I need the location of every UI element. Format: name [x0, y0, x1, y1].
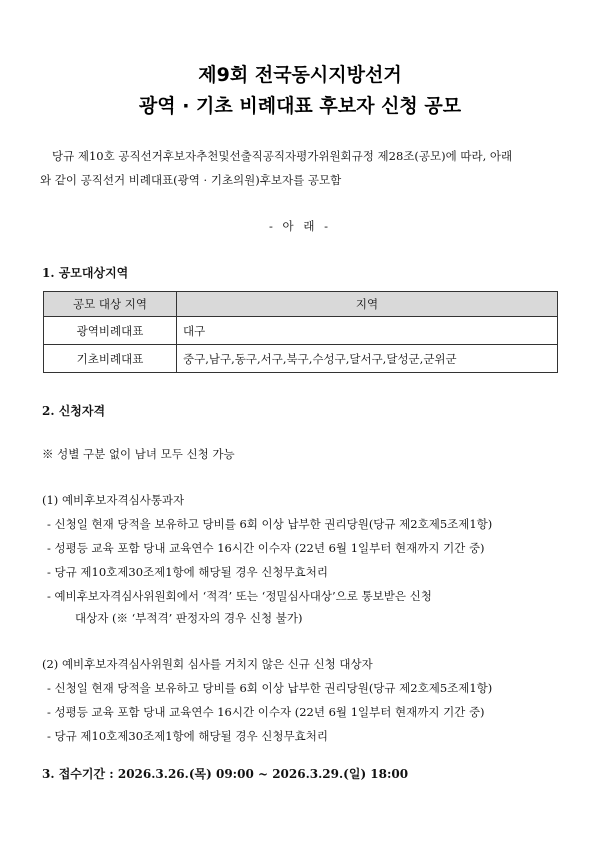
section-2-heading: 2. 신청자격: [42, 404, 106, 418]
intro-paragraph: [40, 144, 560, 192]
list-item-continuation: 대상자 (※ ‘부적격’ 판정자의 경우 신청 불가): [75, 611, 303, 625]
list-item: - 당규 제10호제30조제1항에 해당될 경우 신청무효처리: [47, 565, 328, 579]
intro-line-2: 와 같이 공직선거 비례대표(광역 · 기초의원)후보자를 공모함: [40, 173, 342, 187]
subsection-2-title: (2) 예비후보자격심사위원회 심사를 거치지 않은 신규 신청 대상자: [42, 657, 373, 671]
table-header-region: 지역: [177, 292, 558, 317]
list-item: - 성평등 교육 포함 당내 교육연수 16시간 이수자 (22년 6월 1일부터 현재까지 기간 중): [47, 541, 485, 555]
table-header-row: [44, 292, 558, 317]
section-3-heading: 3. 접수기간 : 2026.3.26.(목) 09:00 ~ 2026.3.29.(일) 18:00: [42, 767, 409, 781]
title-line-2: 광역 · 기초 비례대표 후보자 신청 공모: [138, 95, 462, 117]
region-table: [43, 291, 558, 373]
table-cell-region: 대구: [177, 317, 558, 345]
table-cell-type: 광역비례대표: [44, 317, 177, 345]
intro-line-1: 당규 제10호 공직선거후보자추천및선출직공직자평가위원회규정 제28조(공모)에 따라, 아래: [52, 149, 513, 163]
list-item: - 신청일 현재 당적을 보유하고 당비를 6회 이상 납부한 권리당원(당규 제2호제5조제1항): [47, 681, 493, 695]
section-1-heading: 1. 공모대상지역: [42, 266, 129, 280]
list-item: - 신청일 현재 당적을 보유하고 당비를 6회 이상 납부한 권리당원(당규 제2호제5조제1항): [47, 517, 493, 531]
table-header-type: 공모 대상 지역: [44, 292, 177, 317]
section-marker: - 아 래 -: [269, 219, 331, 233]
table-row: [44, 317, 558, 345]
list-item: - 당규 제10호제30조제1항에 해당될 경우 신청무효처리: [47, 729, 328, 743]
eligibility-note: ※ 성별 구분 없이 남녀 모두 신청 가능: [42, 447, 235, 461]
title-line-1: 제9회 전국동시지방선거: [198, 64, 402, 86]
list-item: - 예비후보자격심사위원회에서 ‘적격’ 또는 ‘정밀심사대상’으로 통보받은 신청: [47, 589, 432, 603]
subsection-1-title: (1) 예비후보자격심사통과자: [42, 493, 185, 507]
table-cell-region: 중구,남구,동구,서구,북구,수성구,달서구,달성군,군위군: [177, 345, 558, 373]
table-row: [44, 345, 558, 373]
table-cell-type: 기초비례대표: [44, 345, 177, 373]
list-item: - 성평등 교육 포함 당내 교육연수 16시간 이수자 (22년 6월 1일부터 현재까지 기간 중): [47, 705, 485, 719]
